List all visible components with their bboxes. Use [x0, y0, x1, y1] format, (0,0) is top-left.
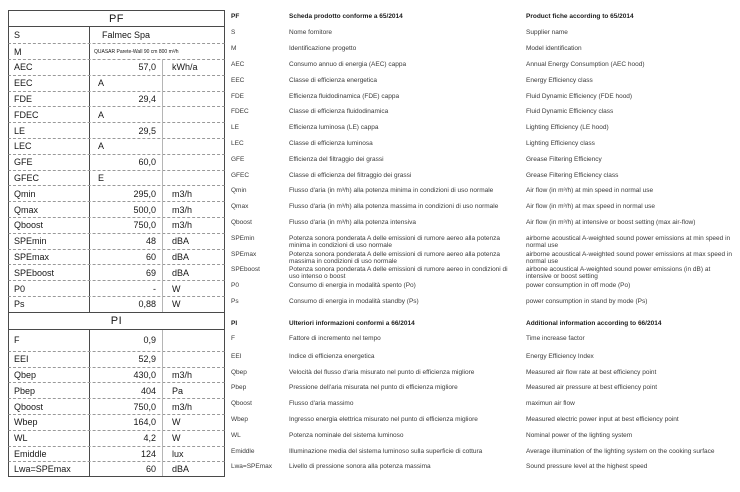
desc-english: Air flow (in m³/h) at intensive or boost setting (max air-flow) — [526, 218, 696, 226]
table-section-header-label: PF — [108, 12, 125, 25]
table-row — [8, 351, 225, 367]
section-row-pi — [8, 312, 740, 330]
row-code: Qmax — [14, 204, 39, 215]
row-unit — [162, 107, 224, 122]
fiche-row-s — [8, 27, 740, 43]
desc-english: airborne acoustical A-weighted sound power emissions at max speed in normal use — [526, 250, 732, 265]
row-code: LEC — [14, 141, 32, 152]
desc-english: Measured electric power input at best efficiency point — [526, 415, 679, 423]
table-section-header — [8, 312, 225, 330]
desc-code: Qmin — [231, 187, 247, 195]
row-value: 750,0 — [89, 399, 162, 414]
row-unit: W — [162, 431, 224, 446]
row-unit: dBA — [162, 250, 224, 265]
desc-italian: Flusso d'aria (in m³/h) alla potenza intensiva — [289, 218, 416, 226]
fiche-row-lwa-spemax — [8, 461, 740, 477]
table-section-header-label: PI — [110, 314, 123, 327]
table-row — [8, 59, 225, 75]
desc-code: Qboost — [231, 218, 252, 226]
row-value: 124 — [89, 447, 162, 462]
fiche-row-eei — [8, 351, 740, 367]
fiche-row-fdec — [8, 106, 740, 122]
row-code: Qboost — [14, 220, 44, 231]
fiche-row-wl — [8, 430, 740, 446]
desc-code: F — [231, 334, 235, 342]
row-code: EEI — [14, 354, 29, 365]
desc-code: SPEmax — [231, 250, 257, 258]
row-code: Qboost — [14, 401, 44, 412]
desc-english: Product fiche according to 65/2014 — [526, 13, 634, 20]
desc-italian: Velocità del flusso d'aria misurato nel punto di efficienza migliore — [289, 368, 475, 376]
desc-code: SPEmin — [231, 234, 255, 242]
desc-english: power consumption in off mode (Po) — [526, 282, 631, 290]
table-row — [8, 249, 225, 265]
table-row — [8, 122, 225, 138]
desc-code: Lwa=SPEmax — [231, 463, 273, 471]
row-code: Qbep — [14, 369, 37, 380]
table-row — [8, 43, 225, 59]
row-code: P0 — [14, 283, 26, 294]
desc-english: Time increase factor — [526, 334, 585, 342]
desc-italian: Efficienza del filtraggio dei grassi — [289, 155, 384, 163]
row-unit: m3/h — [162, 368, 224, 383]
desc-italian: Consumo di energia in modalità standby (Ps) — [289, 297, 419, 305]
row-value: 29,4 — [89, 92, 162, 107]
desc-english: Air flow (in m³/h) at max speed in normal use — [526, 203, 655, 211]
table-row — [8, 264, 225, 280]
fiche-row-spemin — [8, 233, 740, 249]
table-row — [8, 91, 225, 107]
desc-english: power consumption in stand by mode (Ps) — [526, 297, 648, 305]
row-unit: m3/h — [162, 218, 224, 233]
row-unit: lux — [162, 447, 224, 462]
row-code: WL — [14, 433, 28, 444]
row-code: F — [14, 335, 20, 346]
desc-italian: Potenza nominale del sistema luminoso — [289, 431, 404, 439]
row-code: FDE — [14, 93, 32, 104]
desc-english: Fluid Dynamic Efficiency class — [526, 108, 614, 116]
row-code: Ps — [14, 299, 25, 310]
row-unit: kWh/a — [162, 60, 224, 75]
desc-english: Lighting Efficiency (LE hood) — [526, 124, 609, 132]
desc-code: GFE — [231, 155, 245, 163]
desc-english: Lighting Efficiency class — [526, 139, 595, 147]
row-code: Emiddle — [14, 448, 47, 459]
desc-english: airbone acoustical A-weighted sound power emissions (in dB) at intensive or boost setting — [526, 266, 711, 281]
row-code: FDEC — [14, 109, 39, 120]
row-code: S — [14, 30, 21, 41]
table-row — [8, 430, 225, 446]
desc-italian: Pressione dell'aria misurata nel punto di efficienza migliore — [289, 384, 458, 392]
desc-code: PI — [231, 319, 238, 327]
row-value: 57,0 — [89, 60, 162, 75]
row-unit: m3/h — [162, 399, 224, 414]
desc-italian: Ulteriori informazioni conformi a 66/2014 — [289, 319, 415, 327]
table-row — [8, 382, 225, 398]
desc-english: Grease Filtering Efficiency — [526, 155, 602, 163]
desc-italian: Ingresso energia elettrica misurato nel punto di efficienza migliore — [289, 415, 478, 423]
fiche-row-spemax — [8, 249, 740, 265]
row-value: Falmec Spa — [89, 27, 224, 43]
desc-code: Emiddle — [231, 447, 255, 455]
desc-italian: Fattore di incremento nel tempo — [289, 334, 381, 342]
fiche-row-aec — [8, 59, 740, 75]
row-unit: W — [162, 281, 224, 296]
desc-italian: Classe di efficienza del filtraggio dei grassi — [289, 171, 412, 179]
row-value: 60 — [89, 250, 162, 265]
fiche-row-qmax — [8, 201, 740, 217]
row-unit — [162, 139, 224, 154]
desc-italian: Efficienza fluidodinamica (FDE) cappa — [289, 92, 400, 100]
row-unit — [162, 330, 224, 351]
desc-italian: Flusso d'aria (in m³/h) alla potenza minima in condizioni di uso normale — [289, 187, 494, 195]
table-row — [8, 27, 225, 43]
fiche-row-m — [8, 43, 740, 59]
table-row — [8, 201, 225, 217]
desc-italian: Consumo annuo di energia (AEC) cappa — [289, 60, 407, 68]
row-code: SPEmax — [14, 251, 50, 262]
row-value: 750,0 — [89, 218, 162, 233]
desc-english: Sound pressure level at the highest speed — [526, 463, 648, 471]
row-value: 60,0 — [89, 155, 162, 170]
row-value: 164,0 — [89, 415, 162, 430]
fiche-row-pbep — [8, 382, 740, 398]
desc-code: Qmax — [231, 203, 249, 211]
fiche-row-qboost — [8, 398, 740, 414]
fiche-row-qmin — [8, 185, 740, 201]
desc-code: Pbep — [231, 384, 247, 392]
desc-english: airborne acoustical A-weighted sound power emissions at min speed in normal use — [526, 234, 731, 249]
row-unit: W — [162, 297, 224, 312]
row-value: 0,9 — [89, 330, 162, 351]
row-value: 29,5 — [89, 123, 162, 138]
desc-italian: Classe di efficienza energetica — [289, 76, 378, 84]
desc-english: Model identification — [526, 45, 582, 53]
table-row — [8, 367, 225, 383]
row-value: 60 — [89, 462, 162, 476]
desc-english: Supplier name — [526, 29, 568, 37]
fiche-row-qbep — [8, 367, 740, 383]
row-code: Lwa=SPEmax — [14, 464, 71, 475]
fiche-row-lec — [8, 138, 740, 154]
desc-english: maximun air flow — [526, 400, 575, 408]
row-value: 404 — [89, 383, 162, 398]
fiche-row-p0 — [8, 280, 740, 296]
desc-english: Grease Filtering Efficiency class — [526, 171, 619, 179]
desc-italian: Indice di efficienza energetica — [289, 352, 375, 360]
row-unit — [162, 123, 224, 138]
desc-code: PF — [231, 13, 240, 20]
row-code: SPEmin — [14, 236, 47, 247]
row-code: M — [14, 46, 22, 57]
row-code: Wbep — [14, 417, 38, 428]
desc-italian: Livello di pressione sonora alla potenza massima — [289, 463, 431, 471]
desc-code: M — [231, 45, 237, 53]
desc-code: EEC — [231, 76, 245, 84]
row-unit — [162, 92, 224, 107]
fiche-row-speboost — [8, 264, 740, 280]
row-value: 0,88 — [89, 297, 162, 312]
row-value: A — [89, 76, 162, 91]
desc-italian: Efficienza luminosa (LE) cappa — [289, 124, 379, 132]
fiche-row-ps — [8, 296, 740, 312]
row-unit: dBA — [162, 265, 224, 280]
fiche-row-fde — [8, 91, 740, 107]
desc-english: Energy Efficiency class — [526, 76, 593, 84]
row-value: 48 — [89, 234, 162, 249]
desc-italian: Potenza sonora ponderata A delle emissioni di rumore aereo alla potenza minima in condizioni di uso normale — [289, 234, 501, 249]
row-code: AEC — [14, 62, 33, 73]
desc-italian: Illuminazione media del sistema luminoso sulla superficie di cottura — [289, 447, 483, 455]
desc-english: Air flow (in m³/h) at min speed in normal use — [526, 187, 654, 195]
desc-code: FDE — [231, 92, 244, 100]
desc-code: EEI — [231, 352, 242, 360]
desc-english: Annual Energy Consumption (AEC hood) — [526, 60, 645, 68]
desc-code: Ps — [231, 297, 239, 305]
table-row — [8, 414, 225, 430]
desc-italian: Classe di efficienza fluidodinamica — [289, 108, 389, 116]
desc-english: Measured air pressure at best efficiency point — [526, 384, 658, 392]
table-section-header — [8, 10, 225, 27]
table-row — [8, 330, 225, 351]
table-row — [8, 185, 225, 201]
fiche-row-emiddle — [8, 446, 740, 462]
desc-italian: Potenza sonora ponderata A delle emissioni di rumore aereo in condizioni di uso intenso o boost — [289, 266, 508, 281]
row-code: Qmin — [14, 188, 36, 199]
fiche-rows — [8, 10, 740, 477]
table-row — [8, 280, 225, 296]
table-row — [8, 296, 225, 312]
desc-code: AEC — [231, 60, 245, 68]
row-value: 295,0 — [89, 186, 162, 201]
row-value: 69 — [89, 265, 162, 280]
row-value: QUASAR Parete-Wall 90 cm 800 m³/h — [89, 44, 224, 59]
table-row — [8, 217, 225, 233]
row-unit: Pa — [162, 383, 224, 398]
row-code: EEC — [14, 78, 33, 89]
row-value: E — [89, 171, 162, 186]
fiche-row-gfec — [8, 170, 740, 186]
row-unit: dBA — [162, 234, 224, 249]
desc-code: LE — [231, 124, 239, 132]
desc-italian: Classe di efficienza luminosa — [289, 139, 373, 147]
table-row — [8, 461, 225, 477]
row-unit — [162, 171, 224, 186]
row-value: - — [89, 281, 162, 296]
desc-code: P0 — [231, 282, 239, 290]
fiche-row-le — [8, 122, 740, 138]
desc-code: S — [231, 29, 236, 37]
desc-english: Average illumination of the lighting system on the cooking surface — [526, 447, 715, 455]
table-row — [8, 106, 225, 122]
desc-english: Nominal power of the lighting system — [526, 431, 633, 439]
desc-code: LEC — [231, 139, 244, 147]
row-unit: dBA — [162, 462, 224, 476]
desc-english: Fluid Dynamic Efficiency (FDE hood) — [526, 92, 633, 100]
row-unit: m3/h — [162, 186, 224, 201]
desc-code: FDEC — [231, 108, 249, 116]
fiche-row-wbep — [8, 414, 740, 430]
row-value: A — [89, 107, 162, 122]
row-code: LE — [14, 125, 26, 136]
desc-code: WL — [231, 431, 241, 439]
table-row — [8, 170, 225, 186]
desc-code: Qbep — [231, 368, 247, 376]
desc-italian: Flusso d'aria massimo — [289, 400, 354, 408]
table-row — [8, 154, 225, 170]
desc-italian: Scheda prodotto conforme a 65/2014 — [289, 13, 403, 20]
row-code: GFE — [14, 157, 33, 168]
fiche-row-f — [8, 330, 740, 351]
section-row-pf — [8, 10, 740, 27]
row-value: 4,2 — [89, 431, 162, 446]
desc-english: Measured air flow rate at best efficiency point — [526, 368, 657, 376]
table-row — [8, 138, 225, 154]
row-unit — [162, 352, 224, 367]
row-value: 430,0 — [89, 368, 162, 383]
fiche-row-qboost — [8, 217, 740, 233]
table-row — [8, 398, 225, 414]
row-unit — [162, 76, 224, 91]
fiche-row-gfe — [8, 154, 740, 170]
fiche-row-eec — [8, 75, 740, 91]
desc-italian: Potenza sonora ponderata A delle emissioni di rumore aereo alla potenza massima in condizioni di uso normale — [289, 250, 501, 265]
desc-code: Wbep — [231, 415, 248, 423]
table-row — [8, 446, 225, 462]
row-value: 500,0 — [89, 202, 162, 217]
desc-italian: Flusso d'aria (in m³/h) alla potenza massima in condizioni di uso normale — [289, 203, 499, 211]
desc-italian: Nome fornitore — [289, 29, 332, 37]
desc-italian: Consumo di energia in modalità spento (Po) — [289, 282, 416, 290]
row-unit: W — [162, 415, 224, 430]
row-value: 52,9 — [89, 352, 162, 367]
desc-english: Additional information according to 66/2014 — [526, 319, 662, 327]
row-code: SPEboost — [14, 267, 55, 278]
row-unit: m3/h — [162, 202, 224, 217]
desc-english: Energy Efficiency Index — [526, 352, 594, 360]
table-row — [8, 233, 225, 249]
desc-code: GFEC — [231, 171, 250, 179]
row-code: GFEC — [14, 172, 40, 183]
desc-code: SPEboost — [231, 266, 260, 274]
desc-italian: Identificazione progetto — [289, 45, 357, 53]
desc-code: Qboost — [231, 400, 252, 408]
row-value: A — [89, 139, 162, 154]
row-code: Pbep — [14, 385, 36, 396]
row-unit — [162, 155, 224, 170]
table-row — [8, 75, 225, 91]
